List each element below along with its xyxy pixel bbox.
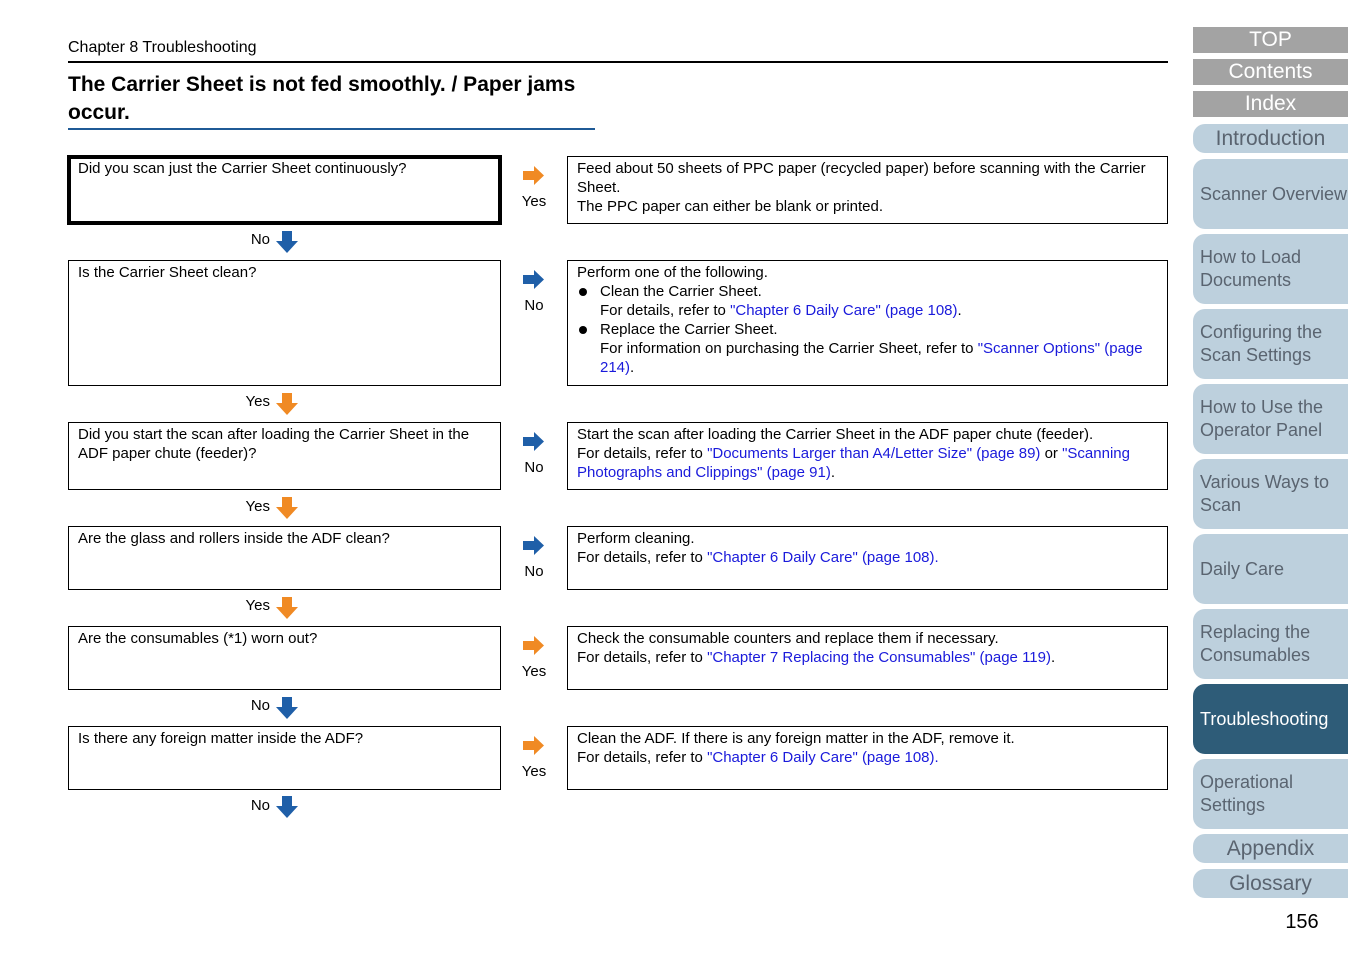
answer-text: Feed about 50 sheets of PPC paper (recycled paper) before scanning with the Carrier Sheet. [577, 160, 1146, 196]
yes-down-arrow-icon [276, 597, 298, 619]
answer-detail: For details, refer to "Chapter 7 Replacing the Consumables" (page 119). [577, 649, 1056, 666]
nav-index-button[interactable]: Index [1193, 91, 1348, 117]
answer-detail: For details, refer to "Documents Larger than A4/Letter Size" (page 89) or "Scanning Photographs and Clippings" (page 91). [577, 445, 1130, 481]
nav-configuring[interactable]: Configuring the Scan Settings [1193, 309, 1348, 379]
nav-contents-button[interactable]: Contents [1193, 59, 1348, 85]
yes-arrow-icon [523, 166, 544, 185]
yes-down-arrow-icon [276, 497, 298, 519]
no-down-arrow-icon [276, 697, 298, 719]
yes-down-arrow-icon [276, 393, 298, 415]
answer-detail: For details, refer to "Chapter 6 Daily Care" (page 108). [577, 549, 939, 566]
bullet-detail: For information on purchasing the Carrier Sheet, refer to "Scanner Options" (page 214). [600, 340, 1143, 376]
yes-arrow-icon [523, 636, 544, 655]
branch-label: Yes [521, 193, 547, 210]
answer-box-2 [567, 260, 1168, 386]
down-label: No [250, 797, 270, 814]
answer-text: Check the consumable counters and replace them if necessary. [577, 630, 999, 647]
branch-label: No [524, 297, 544, 314]
down-label: No [250, 697, 270, 714]
question-box-1 [67, 155, 502, 225]
question-text: Is there any foreign matter inside the ADF? [78, 730, 364, 747]
answer-detail: For details, refer to "Chapter 6 Daily Care" (page 108). [577, 749, 939, 766]
no-arrow-icon [523, 536, 544, 555]
link-daily-care[interactable]: "Chapter 6 Daily Care" (page 108) [730, 302, 958, 319]
page-title: The Carrier Sheet is not fed smoothly. / Paper jams occur. [68, 73, 576, 124]
nav-how-to-load[interactable]: How to Load Documents [1193, 234, 1348, 304]
nav-glossary[interactable]: Glossary [1193, 869, 1348, 898]
question-box-2 [68, 260, 501, 386]
question-text: Are the glass and rollers inside the ADF clean? [78, 530, 390, 547]
answer-text: Perform one of the following. [577, 264, 768, 281]
no-down-arrow-icon [276, 231, 298, 253]
yes-arrow-icon [523, 736, 544, 755]
header-rule [68, 61, 1168, 63]
bullet-item: Replace the Carrier Sheet. [577, 320, 1158, 339]
nav-introduction[interactable]: Introduction [1193, 124, 1348, 153]
nav-scanner-overview[interactable]: Scanner Overview [1193, 159, 1348, 229]
answer-text: Perform cleaning. [577, 530, 695, 547]
down-label: Yes [245, 498, 270, 515]
question-box-3 [68, 422, 501, 490]
answer-box-6 [567, 726, 1168, 790]
link-daily-care[interactable]: "Chapter 6 Daily Care" (page 108) [707, 549, 935, 566]
question-text: Did you scan just the Carrier Sheet continuously? [78, 160, 407, 177]
bullet-item: Clean the Carrier Sheet. [577, 282, 1158, 301]
question-box-5 [68, 626, 501, 690]
chapter-header: Chapter 8 Troubleshooting [68, 39, 257, 56]
question-box-6 [68, 726, 501, 790]
branch-label: No [524, 563, 544, 580]
down-label: Yes [245, 597, 270, 614]
down-label: No [250, 231, 270, 248]
nav-operator-panel[interactable]: How to Use the Operator Panel [1193, 384, 1348, 454]
branch-label: Yes [521, 663, 547, 680]
answer-box-1 [567, 156, 1168, 224]
down-label: Yes [245, 393, 270, 410]
question-text: Did you start the scan after loading the Carrier Sheet in the ADF paper chute (feeder)? [78, 426, 470, 462]
question-text: Are the consumables (*1) worn out? [78, 630, 318, 647]
nav-replacing[interactable]: Replacing the Consumables [1193, 609, 1348, 679]
link-documents-larger[interactable]: "Documents Larger than A4/Letter Size" (page 89) [707, 445, 1041, 462]
link-replacing-consumables[interactable]: "Chapter 7 Replacing the Consumables" (page 119) [707, 649, 1051, 666]
title-underline [68, 128, 595, 130]
question-text: Is the Carrier Sheet clean? [78, 264, 257, 281]
answer-text: Clean the ADF. If there is any foreign matter in the ADF, remove it. [577, 730, 1015, 747]
no-arrow-icon [523, 270, 544, 289]
branch-label: Yes [521, 763, 547, 780]
question-box-4 [68, 526, 501, 590]
link-daily-care[interactable]: "Chapter 6 Daily Care" (page 108) [707, 749, 935, 766]
nav-appendix[interactable]: Appendix [1193, 834, 1348, 863]
nav-various-ways[interactable]: Various Ways to Scan [1193, 459, 1348, 529]
answer-text: Start the scan after loading the Carrier Sheet in the ADF paper chute (feeder). [577, 426, 1094, 443]
link-scanning-photographs[interactable]: "Scanning Photographs and Clippings" (page 91) [577, 445, 1130, 481]
answer-box-4 [567, 526, 1168, 590]
page-number: 156 [1285, 911, 1319, 933]
answer-text: The PPC paper can either be blank or printed. [577, 198, 884, 215]
answer-box-3 [567, 422, 1168, 490]
link-scanner-options[interactable]: "Scanner Options" (page 214) [600, 340, 1143, 376]
no-arrow-icon [523, 432, 544, 451]
branch-label: No [524, 459, 544, 476]
answer-box-5 [567, 626, 1168, 690]
nav-operational[interactable]: Operational Settings [1193, 759, 1348, 829]
no-down-arrow-icon [276, 796, 298, 818]
nav-top-button[interactable]: TOP [1193, 27, 1348, 53]
bullet-detail: For details, refer to "Chapter 6 Daily Care" (page 108). [600, 302, 962, 319]
nav-troubleshooting[interactable]: Troubleshooting [1193, 684, 1348, 754]
nav-daily-care[interactable]: Daily Care [1193, 534, 1348, 604]
